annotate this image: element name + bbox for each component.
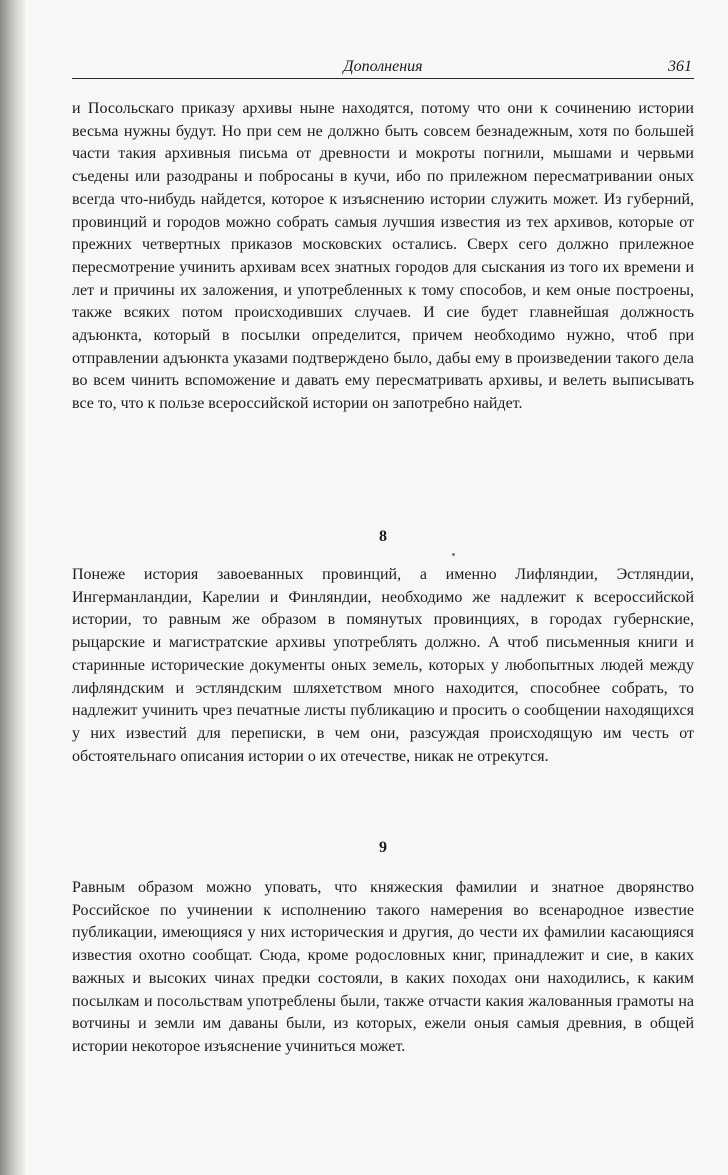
book-spine-shadow <box>0 0 26 1175</box>
section-9-paragraph: Равным образом можно уповать, что княжеския фамилии и знатное дворянство Российское по учинении к исполнению такого намерения во всенародное известие публикации, имеющияся у них историческия и другия, до чести их фамилии касающияся известия охотно сообщат. Сюда, кроме родословных книг, принадлежит и сие, в каких важных и высоких чинах предки состояли, в каких походах они находились, к каким посылкам и посольствам употреблены были, также отчасти какия жалованныя грамоты на вотчины и земли им даваны были, из которых, ежели оныя самыя древния, в общей истории некоторое изъяснение учиниться может. <box>72 879 694 1055</box>
running-header-title: Дополнения <box>343 58 423 75</box>
section-8-paragraph: Понеже история завоеванных провинций, а именно Лифляндии, Эстляндии, Ингерманландии, Карелии и Финляндии, необходимо же надлежит к всероссийской истории, то равным же образом в помянутых провинциях, в городах губернские, рыцарские и магистратские архивы употреблять должно. А чтоб письменныя книги и старинные исторические документы оных земель, которых у любопытных людей между лифляндским и эстляндским шляхетством много находится, способнее собрать, то надлежит учинить чрез печатные листы публикацию и просить о сообщении находящихся у них известий для переписки, в чем они, разсуждая происходящую им честь от обстоятельнаго описания истории о их отечестве, никак не отрекутся. <box>72 566 694 765</box>
section-number-9: 9 <box>379 839 387 856</box>
book-page <box>72 0 698 1175</box>
page-number: 361 <box>668 58 692 75</box>
paragraph-continuation: и Посольскаго приказу архивы ныне находятся, потому что они к сочинению истории весьма нужны будут. Но при сем не должно быть совсем безнадежным, хотя по большей части такия архивныя письма от древности и мокроты погнили, мышами и червьми съедены или разодраны и побросаны в кучи, ибо по прилежном пересматривании оных всегда что-нибудь найдется, которое к изъяснению истории служить может. Из губерний, провинций и городов можно собрать самыя лучшия известия из тех архивов, которые от прежних четвертных приказов московских остались. Сверх сего должно прилежное пересмотрение учинить архивам всех знатных городов для сыскания из того их времени и лет и причины их заложения, и употребленных к тому способов, и кем оные построены, также всяких потом происходивших случаев. И сие будет главнейшая должность адъюнкта, который в посылки определится, причем необходимо нужно, чтоб при отправлении адъюнкта указами подтверждено было, дабы ему в произведении такого дела во всем чинить вспоможение и давать ему пересматривать архивы, и велеть выписывать все то, что к пользе всероссийской истории он запотребно найдет. <box>72 100 694 413</box>
section-number-8: 8 <box>379 528 387 545</box>
print-speck <box>452 553 455 556</box>
running-header <box>72 56 694 79</box>
